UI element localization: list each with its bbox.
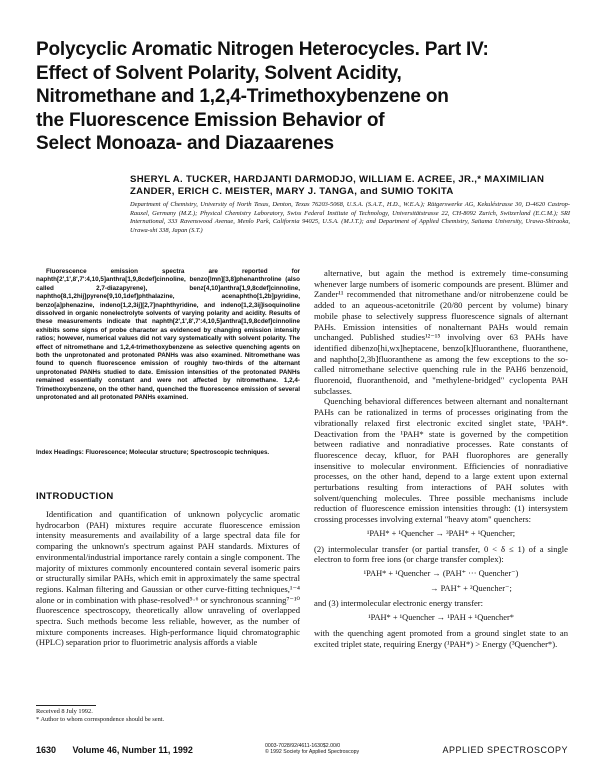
title-line: Effect of Solvent Polarity, Solvent Acidity,: [36, 62, 402, 84]
footnote-rule: [36, 705, 96, 706]
section-heading: INTRODUCTION: [36, 491, 114, 502]
right-column-body: [314, 268, 568, 649]
equation-2a: ¹PAH* + ¹Quencher → (PAH⁺ ··· Quencher⁻): [363, 568, 519, 578]
paragraph: alternative, but again the method is extremely time-consuming whenever large numbers of isomeric compounds are present. Blümer and Zander¹¹ recommended that nitromethane and/or nitrobenzene could be added to an aqueous-acetonitrile (20/80 percent by volume) binary mobile phase to selectively suppress fluorescence signals of alternant PAHs. Emission intensities of nonalternant PAHs would remain unchanged. Published studies¹²⁻¹⁵ involving over 63 PAHs have identified dibenzo[hi,wx]heptacene, benzo[k]fluoranthene, fluoranthene, and naphtho[2,3b]fluoranthene as among the few exceptions to the so-called nitromethane selective quenching rule in the PAH6 benzenoid, fluorenoid, fluoranthenoid, and "methylene-bridged" cyclopenta PAH subclasses.: [314, 268, 568, 396]
footnote-received: Received 8 July 1992.: [36, 708, 93, 715]
index-headings: Index Headings: Fluorescence; Molecular structure; Spectroscopic techniques.: [36, 449, 270, 456]
equation-1: ¹PAH* + ¹Quencher → ³PAH* + ¹Quencher;: [366, 528, 516, 538]
author-list: SHERYL A. TUCKER, HARDJANTI DARMODJO, WILLIAM E. ACREE, JR.,* MAXIMILIAN ZANDER, ERICH C. MEISTER, MARY J. TANGA, and SUMIO TOKITA: [130, 174, 545, 197]
title-line: the Fluorescence Emission Behavior of: [36, 109, 385, 131]
volume-info: Volume 46, Number 11, 1992: [72, 745, 193, 755]
footer-left: [36, 745, 207, 755]
footnotes: [36, 708, 300, 723]
affiliations: Department of Chemistry, University of North Texas, Denton, Texas 76203-5068, U.S.A. (S.A.T., H.D., W.E.A.); Rütgerswerke AG, Kekuléstrasse 30, D-4620 Castrop-Rauxel, Germany (M.Z.); Physical Chemistry Laboratory, Swiss Federal Institute of Technology, Universitätstrasse 22, CH-8092 Zurich, Switzerland (E.C.M.); SRI International, 333 Ravenswood Avenue, Menlo Park, California 94025, U.S.A. (M.J.T.); and Department of Applied Chemistry, Saitama University, Urawa-Shiraoka, Urawa-shi 338, Japan (S.T.): [130, 201, 570, 234]
article-title: [36, 38, 556, 156]
paragraph: Quenching behavioral differences between alternant and nonalternant PAHs can be rationalized in terms of processes originating from the vibrationally relaxed first electronic excited singlet state, ¹PAH*. Deactivation from the ¹PAH* state is governed by the competition between radiative and nonradiative processes. Rate constants of fluorescence decay, kfluor, for PAH fluorophores are generally insensitive to molecular environment. Efficiencies of nonradiative processes, on the other hand, depend to a large extent upon external perturbations resulting from interactions of PAH solutes with solvent/quenching molecules. Three possible mechanisms include reduction of fluorescence emission intensities through: (1) intersystem crossing processes involving external "heavy atom" quenchers:: [314, 396, 568, 525]
paragraph: Identification and quantification of unknown polycyclic aromatic hydrocarbon (PAH) mixtures require accurate fluorescence emission intensity measurements and availability of a large spectral data file for comparing the unknown's spectrum against PAH standards. Mixtures of environmental/industrial importance rarely contain a single component. The majority of mixtures commonly encountered contain several isomeric pairs or structurally similar PAHs, which emit in approximately the same spectral regions. Kalman filtering and Gaussian or other curve-fitting techniques,¹⁻⁴ alone or in combination with phase-resolved⁵·⁶ or synchronous scanning⁷⁻¹⁰ fluorescence spectroscopy, theoretically allow unraveling of overlapped spectra. Such methods become less reliable, however, as the number of mixture components increases. High-performance liquid chromatographic (HPLC) separation prior to fluorimetric analysis affords a viable: [36, 509, 300, 648]
equation-2-intro: (2) intermolecular transfer (or partial transfer, 0 < δ ≤ 1) of a single electron to form free ions (or charge transfer complex):: [314, 543, 568, 565]
title-line: Polycyclic Aromatic Nitrogen Heterocycles. Part IV:: [36, 39, 489, 60]
journal-name: APPLIED SPECTROSCOPY: [442, 745, 568, 755]
abstract-text: Fluorescence emission spectra are reported for naphth[2',1',8',7':4,10,5]anthra[1,9,8cdef]cinnoline, benzo[lmn][3,8]phenanthroline (also called 2,7-diazapyrene), benz[4,10]anthra[1,9,8cdef]cinnoline, naphtho[8,1,2hij]pyrene[9,10,1def]phthalazine, acenaphtho[1,2b]pyridine, benzo[a]phenazine, indeno[1,2,3ij][2,7]naphthyridine, and indeno[1,2,3ij]isoquinoline dissolved in organic nonelectrolyte solvents of varying polarity and acidity. Results of these measurements indicate that naphth[2',1',8',7':4,10,5]anthra[1,9,8cdef]cinnoline exhibits some signs of probe character as evidenced by changing emission intensity ratios; however, numerical values did not vary systematically with solvent polarity. The effect of nitromethane and 1,2,4-trimethoxybenzene as selective quenching agents on both the unprotonated and protonated PANHs was also examined. Nitromethane was found to quench fluorescence emission of roughly two-thirds of the alternant unprotonated PANHs studied to date. Emission intensities of the protonated PANHs remained essentially constant and were not affected by nitromethane. 1,2,4-Trimethoxybenzene, on the other hand, quenched the fluorescence emission of several unprotonated and all protonated PANHs examined.: [36, 268, 300, 402]
issn: 0003-7028/92/4611-1630$2.00/0: [265, 743, 341, 749]
equation-2b: → PAH⁺ + ²Quencher⁻;: [430, 583, 512, 593]
title-line: Nitromethane and 1,2,4-Trimethoxybenzene on: [36, 86, 449, 107]
page-number: 1630: [36, 745, 57, 755]
equation-3-intro: and (3) intermolecular electronic energy transfer:: [314, 598, 484, 609]
left-column-body: [36, 509, 300, 648]
footnote-correspondence: * Author to whom correspondence should be sent.: [36, 715, 165, 723]
equation-3-after: with the quenching agent promoted from a ground singlet state to an excited triplet state, requiring Energy (¹PAH*) > Energy (³Quencher*).: [314, 627, 568, 649]
equation-3: ¹PAH* + ¹Quencher → ¹PAH + ¹Quencher*: [368, 613, 514, 623]
abstract: [36, 268, 300, 403]
page-footer: [36, 743, 568, 757]
title-line: Select Monoaza- and Diazaarenes: [36, 133, 334, 154]
footer-issn: [265, 743, 395, 756]
copyright: © 1992 Society for Applied Spectroscopy: [265, 749, 360, 756]
